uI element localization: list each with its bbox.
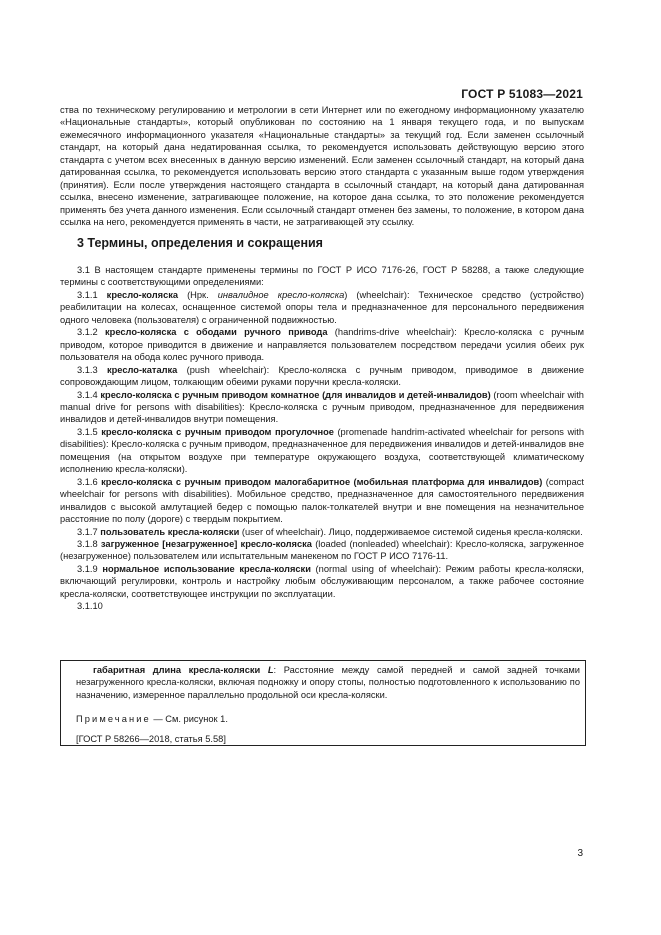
term-3-1-10-number: 3.1.10 [77,601,103,612]
section-title: 3 Термины, определения и сокращения [77,236,323,250]
term-name: кресло-каталка [106,364,178,375]
term-name: загруженное [незагруженное] кресло-коляска [100,538,312,549]
term-3-1-5: 3.1.5 кресло-коляска с ручным приводом прогулочное (promenade handrim-activated wheelchair for persons with disabilities): Кресло-коляска с ручным приводом, предназначенное для передвижения инвалидов и детей-инвалидов вне помещения (на открытом воздухе при температуре окружающего воздуха, соответствующей климатическому исполнению кресла-коляски). [60,426,584,475]
intro-text-block [60,104,584,229]
term-name: кресло-коляска с ручным приводом комнатное (для инвалидов и детей-инвалидов) [100,389,491,400]
document-header-id: ГОСТ Р 51083—2021 [461,87,583,101]
term-name: пользователь кресла-коляски [100,526,240,537]
term-deprecated: инвалидное кресло-коляска [217,289,345,300]
term-3-1-7: 3.1.7 пользователь кресла-коляски (user of wheelchair). Лицо, поддерживаемое системой сиденья кресла-коляски. [77,526,583,537]
terms-text-block [60,264,584,613]
intro-paragraph: ства по техническому регулированию и метрологии в сети Интернет или по ежегодному информационному указателю «Национальные стандарты», который опубликован по состоянию на 1 января текущего года, и по выпускам ежемесячного информационного указателя «Национальные стандарты» за текущий год. Если заменен ссылочный стандарт, на который дана недатированная ссылка, то рекомендуется использовать действующую версию этого стандарта с учетом всех внесенных в данную версию изменений. Если заменен ссылочный стандарт, на который дана датированная ссылка, то рекомендуется использовать версию этого стандарта с указанным выше годом утверждения (принятия). Если после утверждения настоящего стандарта в ссылочный стандарт, на который дана датированная ссылка, внесено изменение, затрагивающее положение, на которое дана ссылка, то это положение рекомендуется применять без учета данного изменения. Если ссылочный стандарт отменен без замены, то положение, в котором дана ссылка на него, рекомендуется применять в части, не затрагивающей эту ссылку. [60,105,584,228]
definition-note: Примечание — См. рисунок 1. [76,714,228,724]
term-name: кресло-коляска [106,289,179,300]
term-name: кресло-коляска с ручным приводом прогулочное [101,426,334,437]
term-name: габаритная длина кресла-коляски [93,665,268,675]
term-3-1-4: 3.1.4 кресло-коляска с ручным приводом комнатное (для инвалидов и детей-инвалидов) (room wheelchair with manual drive for persons with disabilities): Кресло-коляска с ручным приводом, предназначенное для передвижения инвалидов и детей-инвалидов внутри помещения. [60,389,584,425]
term-3-1-9: 3.1.9 нормальное использование кресла-коляски (normal using of wheelchair): Режим работы кресла-коляски, включающий регулировки, контроль и настройку любым обслуживающим персоналом, а также рабочее состояние кресла-коляски, соответствующее инструкции по эксплуатации. [60,563,585,599]
note-text: См. рисунок 1. [165,714,228,724]
term-3-1-2: 3.1.2 кресло-коляска с ободами ручного привода (handrims-drive wheelchair): Кресло-коляска с ручным приводом, которое приводится в движение и направляется пользователем посредством передачи усилия обеих рук пользователя на обода колес ручного привода. [60,327,584,363]
clause-3-1: 3.1 В настоящем стандарте применены термины по ГОСТ Р ИСО 7176-26, ГОСТ Р 58288, а также следующие термины с соответствующими определениями: [60,265,584,288]
term-name: кресло-коляска с ручным приводом малогабаритное (мобильная платформа для инвалидов) [101,476,543,487]
term-3-1-3: 3.1.3 кресло-каталка (push wheelchair): Кресло-коляска с ручным приводом, приводимое в движение сопровождающим лицом, толкающим обеими руками поручни кресла-коляски. [60,364,584,388]
definition-source: [ГОСТ Р 58266—2018, статья 5.58] [76,734,226,744]
term-3-1-1: 3.1.1 кресло-коляска (Нрк. инвалидное кресло-коляска) (wheelchair): Техническое средство (устройство) реабилитации на колесах, оснащенное системой опоры тела и предназначенное для персонального передвижения одного человека (пользователя) с ограниченной подвижностью. [60,289,584,325]
term-name: кресло-коляска с ободами ручного привода [105,327,328,338]
note-label: Примечание [76,714,151,724]
term-3-1-6: 3.1.6 кресло-коляска с ручным приводом малогабаритное (мобильная платформа для инвалидов) (compact wheelchair for persons with disabilities). Мобильное средство, предназначенное для самостоятельного передвижения инвалидов с высокой амлутацией бедер с помощью палок-толкателей внутри и вне помещения на незначительное расстояние по полу (дороге) с твердым покрытием. [60,476,585,525]
term-3-1-10-definition: габаритная длина кресла-коляски L: Расстояние между самой передней и самой задней точками незагруженного кресла-коляски, включая подножку и опору стопы, полностью подготовленного к использованию по назначению, измеренное параллельно продольной оси кресла-коляски. [76,665,580,700]
term-3-1-8: 3.1.8 загруженное [незагруженное] кресло-коляска (loaded (nonleaded) wheelchair): Кресло-коляска, загруженное (незагруженное) пользователем или испытательным манекеном по ГОСТ Р ИСО 7176-11. [60,538,584,562]
term-symbol: L [267,665,274,675]
term-name: нормальное использование кресла-коляски [102,563,311,574]
page-number: 3 [577,848,583,859]
